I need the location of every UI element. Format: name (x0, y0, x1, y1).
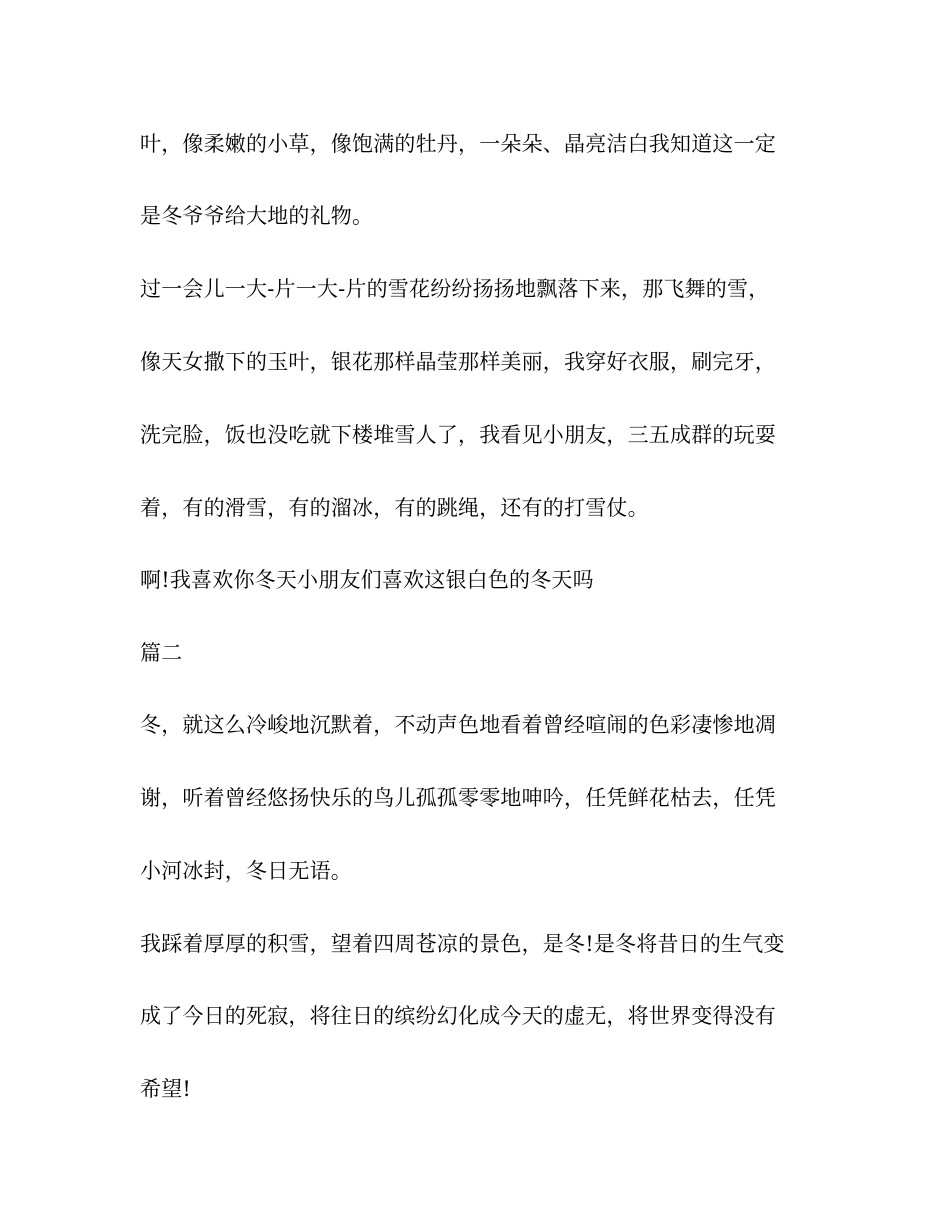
text-line: 希望! (140, 1077, 192, 1101)
text-line: 叶，像柔嫩的小草，像饱满的牡丹，一朵朵、晶亮洁白我知道这一定 (140, 132, 776, 156)
text-line: 我踩着厚厚的积雪，望着四周苍凉的景色，是冬!是冬将昔日的生气变 (140, 932, 785, 956)
text-line: 冬，就这么冷峻地沉默着，不动声色地看着曾经喧闹的色彩凄惨地凋 (140, 713, 776, 737)
text-line: 着，有的滑雪，有的溜冰，有的跳绳，还有的打雪仗。 (140, 496, 649, 520)
text-line: 是冬爷爷给大地的礼物。 (140, 204, 374, 228)
text-line: 小河冰封，冬日无语。 (140, 859, 352, 883)
text-line: 成了今日的死寂，将往日的缤纷幻化成今天的虚无，将世界变得没有 (140, 1004, 776, 1028)
text-line: 啊!我喜欢你冬天小朋友们喜欢这银白色的冬天吗 (140, 568, 594, 592)
text-line: 像天女撒下的玉叶，银花那样晶莹那样美丽，我穿好衣服，刷完牙， (140, 350, 776, 374)
text-line: 谢，听着曾经悠扬快乐的鸟儿孤孤零零地呻吟，任凭鲜花枯去，任凭 (140, 786, 776, 810)
text-line: 过一会儿一大-片一大-片的雪花纷纷扬扬地飘落下来，那飞舞的雪， (140, 277, 770, 301)
text-line: 洗完脸，饭也没吃就下楼堆雪人了，我看见小朋友，三五成群的玩耍 (140, 423, 776, 447)
section-heading: 篇二 (140, 641, 183, 665)
